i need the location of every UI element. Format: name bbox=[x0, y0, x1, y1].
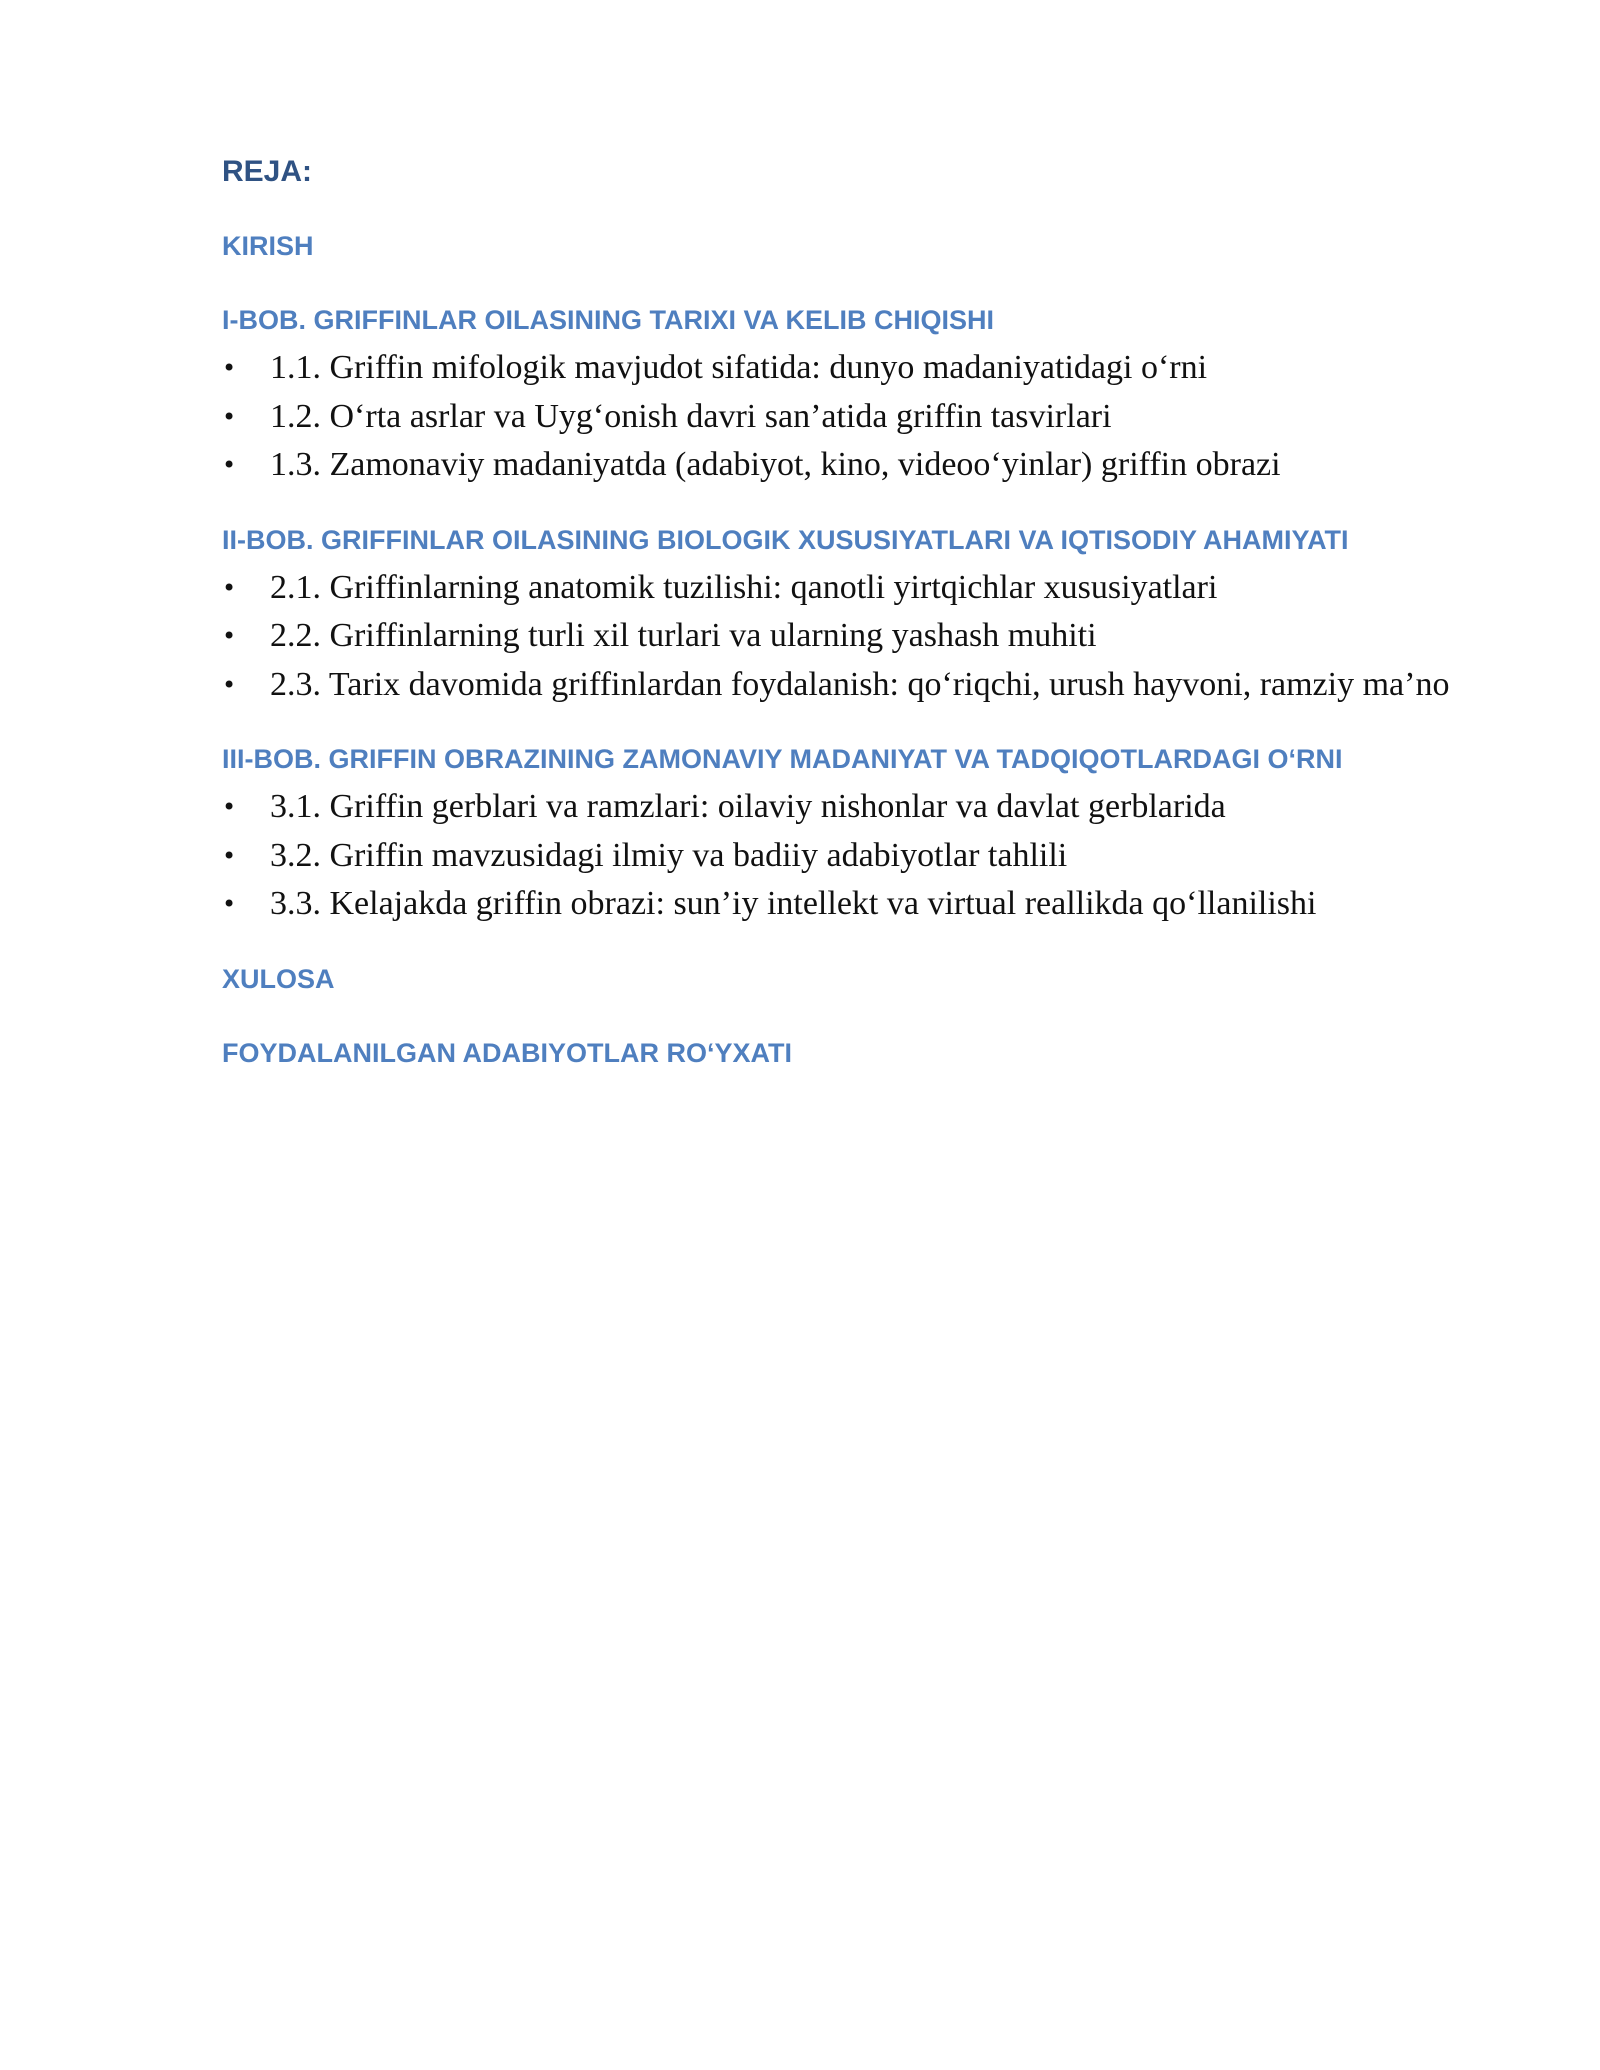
list-item bbox=[222, 661, 1452, 710]
bullet-icon: • bbox=[222, 622, 237, 650]
bullet-icon: • bbox=[222, 793, 237, 821]
list-item bbox=[222, 612, 1452, 661]
bullet-icon: • bbox=[222, 890, 237, 918]
list-item-text: 2.1. Griffinlarning anatomik tuzilishi: qanotli yirtqichlar xususiyatlari bbox=[270, 568, 1218, 606]
list-item-text: 1.3. Zamonaviy madaniyatda (adabiyot, kino, videoo‘yinlar) griffin obrazi bbox=[270, 446, 1281, 483]
list-item-text: 1.2. O‘rta asrlar va Uyg‘onish davri san’atida griffin tasvirlari bbox=[270, 397, 1112, 435]
chapter-2-list bbox=[222, 564, 1452, 710]
list-item bbox=[222, 564, 1452, 613]
list-item bbox=[222, 441, 1452, 490]
bullet-icon: • bbox=[222, 841, 237, 870]
list-item-text: 2.3. Tarix davomida griffinlardan foydalanish: qo‘riqchi, urush hayvoni, ramziy ma’no bbox=[270, 665, 1450, 703]
list-item-text: 1.1. Griffin mifologik mavjudot sifatida: dunyo madaniyatidagi o‘rni bbox=[270, 349, 1208, 386]
bullet-icon: • bbox=[222, 451, 237, 479]
chapter-heading-2: II-BOB. GRIFFINLAR OILASINING BIOLOGIK XUSUSIYATLARI VA IQTISODIY AHAMIYATI bbox=[222, 524, 1349, 555]
plan-content bbox=[222, 148, 1452, 1077]
list-item bbox=[222, 832, 1452, 881]
bullet-icon: • bbox=[222, 670, 237, 699]
bullet-icon: • bbox=[222, 402, 237, 431]
page-title: REJA: bbox=[222, 155, 313, 188]
section-heading-conclusion: XULOSA bbox=[222, 963, 335, 994]
list-item-text: 3.1. Griffin gerblari va ramzlari: oilaviy nishonlar va davlat gerblarida bbox=[270, 788, 1226, 825]
list-item bbox=[222, 783, 1452, 832]
section-heading-references: FOYDALANILGAN ADABIYOTLAR RO‘YXATI bbox=[222, 1037, 792, 1068]
list-item-text: 3.3. Kelajakda griffin obrazi: sun’iy intellekt va virtual reallikda qo‘llanilishi bbox=[270, 885, 1317, 922]
bullet-icon: • bbox=[222, 573, 237, 602]
list-item-text: 3.2. Griffin mavzusidagi ilmiy va badiiy adabiyotlar tahlili bbox=[270, 836, 1068, 874]
bullet-icon: • bbox=[222, 354, 237, 382]
chapter-heading-1: I-BOB. GRIFFINLAR OILASINING TARIXI VA KELIB CHIQISHI bbox=[222, 305, 994, 335]
chapter-heading-3: III-BOB. GRIFFIN OBRAZINING ZAMONAVIY MADANIYAT VA TADQIQOTLARDAGI O‘RNI bbox=[222, 744, 1343, 774]
section-heading-intro: KIRISH bbox=[222, 231, 314, 261]
list-item bbox=[222, 393, 1452, 442]
chapter-1-list bbox=[222, 344, 1452, 490]
chapter-3-list bbox=[222, 783, 1452, 929]
list-item bbox=[222, 880, 1452, 929]
list-item-text: 2.2. Griffinlarning turli xil turlari va ularning yashash muhiti bbox=[270, 617, 1097, 654]
list-item bbox=[222, 344, 1452, 393]
